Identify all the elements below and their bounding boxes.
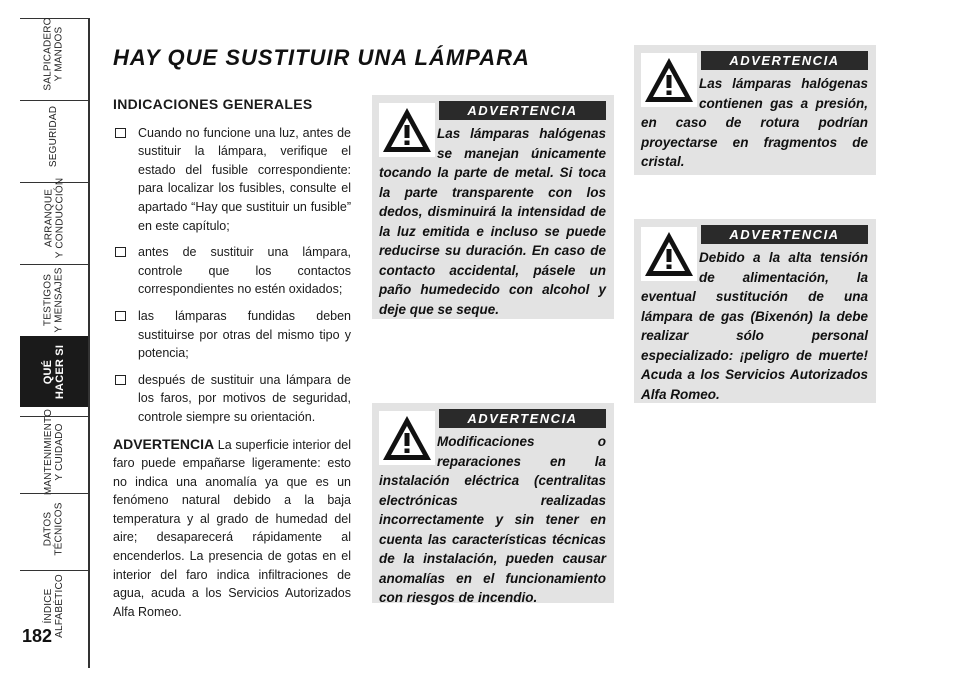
warning-triangle-icon: [379, 411, 435, 465]
chapter-sidebar: [20, 18, 90, 678]
sidebar-divider: [88, 18, 90, 668]
warning-label: ADVERTENCIA: [439, 101, 606, 120]
warning-triangle-icon: [641, 53, 697, 107]
warning-text: Modificaciones o reparaciones en la instalación eléctrica (centralitas electrónicas realizadas incorrectamente y sin tener en cuenta las características técnicas de la instalación, pueden causar anomalías en el funcionamiento con riesgos de incendio.: [379, 434, 606, 605]
warning-triangle-icon: [379, 103, 435, 157]
tab-salpicadero[interactable]: SALPICADERO Y MANDOS: [20, 18, 88, 89]
warning-text: Las lámparas halógenas contienen gas a presión, en caso de rotura podrían proyectarse en fragmentos de cristal.: [641, 76, 868, 169]
tab-arranque[interactable]: ARRANQUE Y CONDUCCIÓN: [20, 182, 88, 253]
warning-text: Las lámparas halógenas se manejan únicamente tocando la parte de metal. Si toca la parte transparente con los dedos, disminuirá la intensidad de la luz emitida e incluso se puede reducirse su duración. En caso de contacto accidental, pásele un paño humedecido con alcohol y deje que se seque.: [379, 126, 606, 317]
warning-box-halogen-handling: [372, 95, 614, 319]
list-item: antes de sustituir una lámpara, controle que los contactos correspondientes no estén oxidados;: [113, 243, 351, 299]
tab-seguridad[interactable]: SEGURIDAD: [20, 100, 88, 171]
warning-label: ADVERTENCIA: [439, 409, 606, 428]
checkbox-bullet-icon: [115, 311, 126, 321]
headlamp-note: [113, 435, 351, 622]
checkbox-bullet-icon: [115, 375, 126, 385]
note-label: ADVERTENCIA: [113, 435, 215, 452]
warning-triangle-icon: [641, 227, 697, 281]
page-number: 182: [22, 626, 53, 646]
page-title: HAY QUE SUSTITUIR UNA LÁMPARA: [113, 45, 530, 70]
tab-mantenimiento[interactable]: MANTENIMIENTO Y CUIDADO: [20, 416, 88, 487]
note-text: La superficie interior del faro puede empañarse ligeramente: esto no indica una anomalía ya que es un fenómeno natural debido a la baja temperatura y al grado de humedad del aire; desaparecerá rápidamente al encenderlos. La presencia de gotas en el interior del faro indica infiltraciones de agua, acuda a los Servicios Autorizados Alfa Romeo.: [113, 437, 351, 619]
tab-datos-tecnicos[interactable]: DATOS TÉCNICOS: [20, 493, 88, 564]
warning-text: Debido a la alta tensión de alimentación, la eventual sustitución de una lámpara de gas (Bixenón) la debe realizar sólo personal especializado: ¡peligro de muerte! Acuda a los Servicios Autorizados Alfa Romeo.: [641, 250, 868, 402]
tab-testigos[interactable]: TESTIGOS Y MENSAJES: [20, 264, 88, 335]
checkbox-bullet-icon: [115, 247, 126, 257]
tab-que-hacer-si[interactable]: QUÉ HACER SI: [20, 336, 88, 407]
section-heading: INDICACIONES GENERALES: [113, 96, 313, 112]
list-item: después de sustituir una lámpara de los faros, por motivos de seguridad, controle siempre su orientación.: [113, 371, 351, 427]
checkbox-bullet-icon: [115, 128, 126, 138]
warning-box-bixenon: [634, 219, 876, 403]
tab-indice-alfabetico[interactable]: ÍNDICE ALFABÉTICO: [20, 570, 88, 641]
warning-label: ADVERTENCIA: [701, 51, 868, 70]
list-item: Cuando no funcione una luz, antes de sustituir la lámpara, verifique el estado del fusible correspondiente: para localizar los fusibles, consulte el apartado “Hay que sustituir un fusible” en este capítulo;: [113, 124, 351, 236]
list-item: las lámparas fundidas deben sustituirse por otras del mismo tipo y potencia;: [113, 307, 351, 363]
warning-box-electrical-modifications: [372, 403, 614, 603]
warning-label: ADVERTENCIA: [701, 225, 868, 244]
warning-box-halogen-pressure: [634, 45, 876, 175]
general-instructions: [113, 95, 351, 621]
